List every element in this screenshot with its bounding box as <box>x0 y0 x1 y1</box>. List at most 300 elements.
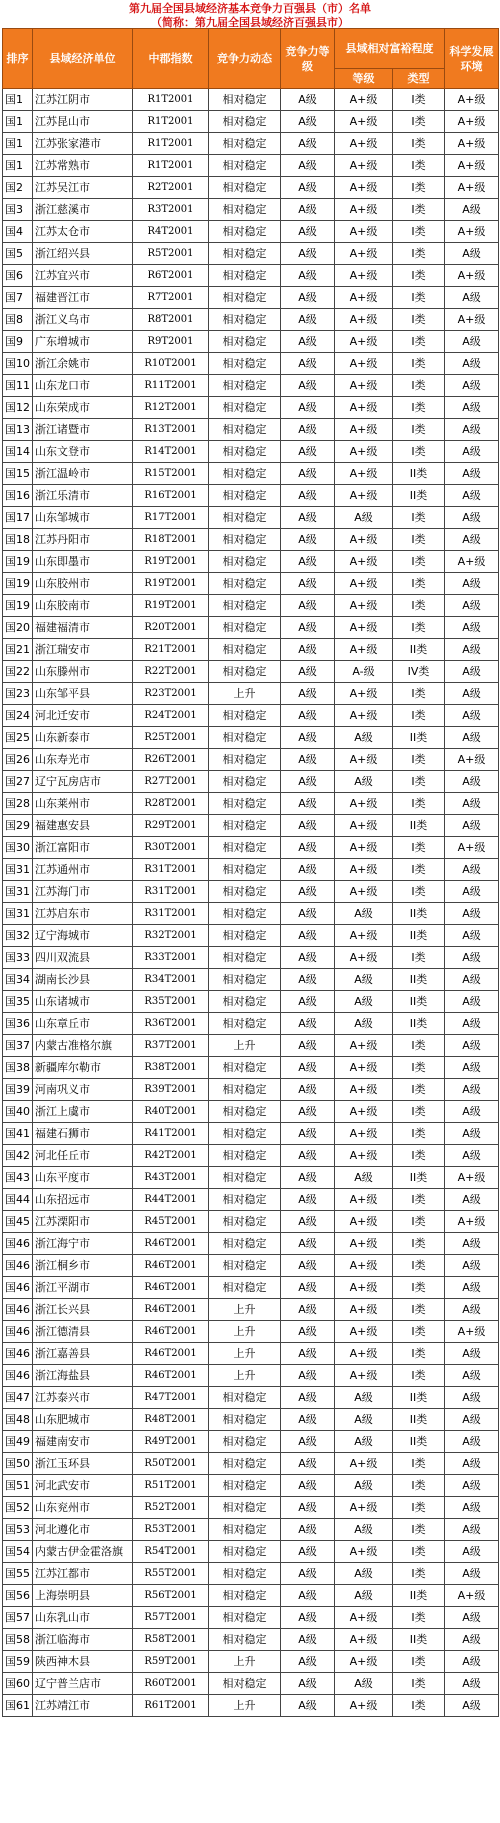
table-row <box>3 969 499 991</box>
unit-cell: 湖南长沙县 <box>33 969 133 991</box>
trend-cell: 相对稳定 <box>209 1167 281 1189</box>
index-cell: R12T2001 <box>133 397 209 419</box>
wealth-type-cell: II类 <box>393 1387 445 1409</box>
grade-cell: A级 <box>281 1497 335 1519</box>
wealth-grade-cell: A+级 <box>335 1255 393 1277</box>
unit-cell: 四川双流县 <box>33 947 133 969</box>
wealth-grade-cell: A+级 <box>335 617 393 639</box>
env-cell: A级 <box>445 1497 499 1519</box>
unit-cell: 河北任丘市 <box>33 1145 133 1167</box>
trend-cell: 相对稳定 <box>209 947 281 969</box>
rank-cell: 国45 <box>3 1211 33 1233</box>
rank-cell: 国55 <box>3 1563 33 1585</box>
grade-cell: A级 <box>281 1189 335 1211</box>
table-row <box>3 1211 499 1233</box>
env-cell: A级 <box>445 683 499 705</box>
unit-cell: 山东乳山市 <box>33 1607 133 1629</box>
index-cell: R19T2001 <box>133 595 209 617</box>
wealth-type-cell: I类 <box>393 309 445 331</box>
unit-cell: 河北遵化市 <box>33 1519 133 1541</box>
trend-cell: 相对稳定 <box>209 881 281 903</box>
unit-cell: 浙江嘉善县 <box>33 1343 133 1365</box>
unit-cell: 山东滕州市 <box>33 661 133 683</box>
env-cell: A级 <box>445 1299 499 1321</box>
env-cell: A+级 <box>445 749 499 771</box>
unit-cell: 山东邹平县 <box>33 683 133 705</box>
env-cell: A+级 <box>445 1585 499 1607</box>
env-cell: A级 <box>445 1255 499 1277</box>
wealth-type-cell: I类 <box>393 837 445 859</box>
trend-cell: 相对稳定 <box>209 133 281 155</box>
trend-cell: 相对稳定 <box>209 991 281 1013</box>
unit-cell: 浙江海宁市 <box>33 1233 133 1255</box>
rank-cell: 国1 <box>3 133 33 155</box>
wealth-type-cell: II类 <box>393 727 445 749</box>
table-row <box>3 529 499 551</box>
unit-cell: 浙江桐乡市 <box>33 1255 133 1277</box>
wealth-type-cell: I类 <box>393 1123 445 1145</box>
env-cell: A级 <box>445 1079 499 1101</box>
document-title <box>0 0 500 28</box>
wealth-type-cell: I类 <box>393 529 445 551</box>
trend-cell: 相对稳定 <box>209 1497 281 1519</box>
table-row <box>3 1497 499 1519</box>
wealth-grade-cell: A级 <box>335 991 393 1013</box>
header-rank: 排序 <box>3 29 33 89</box>
index-cell: R9T2001 <box>133 331 209 353</box>
grade-cell: A级 <box>281 1585 335 1607</box>
env-cell: A级 <box>445 1607 499 1629</box>
wealth-grade-cell: A+级 <box>335 1101 393 1123</box>
trend-cell: 相对稳定 <box>209 89 281 111</box>
index-cell: R43T2001 <box>133 1167 209 1189</box>
unit-cell: 江苏张家港市 <box>33 133 133 155</box>
grade-cell: A级 <box>281 1563 335 1585</box>
index-cell: R26T2001 <box>133 749 209 771</box>
table-row <box>3 991 499 1013</box>
trend-cell: 相对稳定 <box>209 617 281 639</box>
wealth-type-cell: I类 <box>393 1189 445 1211</box>
index-cell: R31T2001 <box>133 881 209 903</box>
wealth-grade-cell: A+级 <box>335 353 393 375</box>
table-row <box>3 947 499 969</box>
wealth-grade-cell: A+级 <box>335 881 393 903</box>
wealth-grade-cell: A+级 <box>335 947 393 969</box>
table-row <box>3 441 499 463</box>
index-cell: R19T2001 <box>133 551 209 573</box>
trend-cell: 上升 <box>209 1365 281 1387</box>
title-line-1: 第九届全国县域经济基本竞争力百强县（市）名单 <box>129 2 371 15</box>
trend-cell: 上升 <box>209 1299 281 1321</box>
trend-cell: 相对稳定 <box>209 551 281 573</box>
unit-cell: 浙江诸暨市 <box>33 419 133 441</box>
env-cell: A+级 <box>445 1211 499 1233</box>
wealth-grade-cell: A+级 <box>335 441 393 463</box>
wealth-type-cell: I类 <box>393 683 445 705</box>
trend-cell: 相对稳定 <box>209 1453 281 1475</box>
env-cell: A级 <box>445 419 499 441</box>
index-cell: R27T2001 <box>133 771 209 793</box>
env-cell: A级 <box>445 1233 499 1255</box>
grade-cell: A级 <box>281 969 335 991</box>
wealth-type-cell: II类 <box>393 485 445 507</box>
env-cell: A级 <box>445 859 499 881</box>
title-line-2: （简称：第九届全国县域经济百强县市） <box>151 16 349 29</box>
trend-cell: 相对稳定 <box>209 749 281 771</box>
wealth-grade-cell: A+级 <box>335 1211 393 1233</box>
wealth-type-cell: I类 <box>393 1673 445 1695</box>
trend-cell: 相对稳定 <box>209 441 281 463</box>
wealth-type-cell: I类 <box>393 1299 445 1321</box>
index-cell: R61T2001 <box>133 1695 209 1717</box>
env-cell: A级 <box>445 1387 499 1409</box>
wealth-grade-cell: A+级 <box>335 1541 393 1563</box>
grade-cell: A级 <box>281 287 335 309</box>
table-row <box>3 1057 499 1079</box>
index-cell: R2T2001 <box>133 177 209 199</box>
trend-cell: 上升 <box>209 1651 281 1673</box>
rank-cell: 国46 <box>3 1299 33 1321</box>
wealth-type-cell: I类 <box>393 397 445 419</box>
rank-cell: 国6 <box>3 265 33 287</box>
trend-cell: 相对稳定 <box>209 265 281 287</box>
wealth-grade-cell: A级 <box>335 903 393 925</box>
env-cell: A级 <box>445 991 499 1013</box>
table-row <box>3 155 499 177</box>
index-cell: R56T2001 <box>133 1585 209 1607</box>
env-cell: A级 <box>445 815 499 837</box>
index-cell: R35T2001 <box>133 991 209 1013</box>
wealth-grade-cell: A+级 <box>335 397 393 419</box>
ranking-table <box>2 28 499 1717</box>
env-cell: A+级 <box>445 111 499 133</box>
rank-cell: 国1 <box>3 155 33 177</box>
grade-cell: A级 <box>281 1387 335 1409</box>
rank-cell: 国30 <box>3 837 33 859</box>
trend-cell: 相对稳定 <box>209 375 281 397</box>
env-cell: A级 <box>445 771 499 793</box>
wealth-grade-cell: A+级 <box>335 1695 393 1717</box>
index-cell: R31T2001 <box>133 903 209 925</box>
rank-cell: 国1 <box>3 111 33 133</box>
rank-cell: 国32 <box>3 925 33 947</box>
table-body <box>3 89 499 1717</box>
rank-cell: 国27 <box>3 771 33 793</box>
trend-cell: 相对稳定 <box>209 331 281 353</box>
index-cell: R38T2001 <box>133 1057 209 1079</box>
trend-cell: 上升 <box>209 1321 281 1343</box>
unit-cell: 江苏昆山市 <box>33 111 133 133</box>
env-cell: A级 <box>445 331 499 353</box>
unit-cell: 浙江温岭市 <box>33 463 133 485</box>
unit-cell: 浙江长兴县 <box>33 1299 133 1321</box>
rank-cell: 国11 <box>3 375 33 397</box>
wealth-type-cell: I类 <box>393 1453 445 1475</box>
wealth-type-cell: I类 <box>393 859 445 881</box>
table-row <box>3 111 499 133</box>
unit-cell: 江苏吴江市 <box>33 177 133 199</box>
grade-cell: A级 <box>281 1211 335 1233</box>
unit-cell: 江苏泰兴市 <box>33 1387 133 1409</box>
rank-cell: 国7 <box>3 287 33 309</box>
wealth-grade-cell: A+级 <box>335 1145 393 1167</box>
grade-cell: A级 <box>281 1255 335 1277</box>
unit-cell: 山东龙口市 <box>33 375 133 397</box>
wealth-grade-cell: A+级 <box>335 1035 393 1057</box>
wealth-grade-cell: A+级 <box>335 1299 393 1321</box>
rank-cell: 国44 <box>3 1189 33 1211</box>
table-row <box>3 617 499 639</box>
rank-cell: 国23 <box>3 683 33 705</box>
wealth-type-cell: I类 <box>393 1475 445 1497</box>
table-row <box>3 485 499 507</box>
unit-cell: 山东新泰市 <box>33 727 133 749</box>
wealth-grade-cell: A+级 <box>335 309 393 331</box>
unit-cell: 辽宁海城市 <box>33 925 133 947</box>
grade-cell: A级 <box>281 441 335 463</box>
wealth-type-cell: II类 <box>393 903 445 925</box>
rank-cell: 国38 <box>3 1057 33 1079</box>
unit-cell: 山东胶南市 <box>33 595 133 617</box>
rank-cell: 国1 <box>3 89 33 111</box>
trend-cell: 相对稳定 <box>209 1409 281 1431</box>
env-cell: A级 <box>445 507 499 529</box>
rank-cell: 国14 <box>3 441 33 463</box>
table-row <box>3 881 499 903</box>
grade-cell: A级 <box>281 683 335 705</box>
table-row <box>3 1013 499 1035</box>
wealth-type-cell: I类 <box>393 111 445 133</box>
wealth-type-cell: I类 <box>393 1079 445 1101</box>
index-cell: R10T2001 <box>133 353 209 375</box>
trend-cell: 相对稳定 <box>209 1013 281 1035</box>
unit-cell: 上海崇明县 <box>33 1585 133 1607</box>
rank-cell: 国8 <box>3 309 33 331</box>
wealth-type-cell: I类 <box>393 1541 445 1563</box>
grade-cell: A级 <box>281 859 335 881</box>
wealth-grade-cell: A+级 <box>335 793 393 815</box>
unit-cell: 山东肥城市 <box>33 1409 133 1431</box>
grade-cell: A级 <box>281 1453 335 1475</box>
unit-cell: 内蒙古准格尔旗 <box>33 1035 133 1057</box>
table-row <box>3 815 499 837</box>
grade-cell: A级 <box>281 1233 335 1255</box>
table-row <box>3 397 499 419</box>
index-cell: R29T2001 <box>133 815 209 837</box>
wealth-grade-cell: A+级 <box>335 1189 393 1211</box>
env-cell: A级 <box>445 1453 499 1475</box>
rank-cell: 国47 <box>3 1387 33 1409</box>
trend-cell: 相对稳定 <box>209 815 281 837</box>
wealth-type-cell: I类 <box>393 89 445 111</box>
unit-cell: 江苏常熟市 <box>33 155 133 177</box>
grade-cell: A级 <box>281 551 335 573</box>
wealth-type-cell: I类 <box>393 1321 445 1343</box>
grade-cell: A级 <box>281 507 335 529</box>
index-cell: R4T2001 <box>133 221 209 243</box>
trend-cell: 相对稳定 <box>209 507 281 529</box>
grade-cell: A级 <box>281 485 335 507</box>
grade-cell: A级 <box>281 991 335 1013</box>
env-cell: A级 <box>445 639 499 661</box>
wealth-grade-cell: A+级 <box>335 925 393 947</box>
rank-cell: 国42 <box>3 1145 33 1167</box>
unit-cell: 浙江瑞安市 <box>33 639 133 661</box>
env-cell: A级 <box>445 1431 499 1453</box>
wealth-type-cell: I类 <box>393 551 445 573</box>
wealth-type-cell: II类 <box>393 1585 445 1607</box>
wealth-type-cell: II类 <box>393 639 445 661</box>
index-cell: R24T2001 <box>133 705 209 727</box>
rank-cell: 国46 <box>3 1255 33 1277</box>
unit-cell: 浙江义乌市 <box>33 309 133 331</box>
trend-cell: 相对稳定 <box>209 595 281 617</box>
index-cell: R60T2001 <box>133 1673 209 1695</box>
wealth-grade-cell: A+级 <box>335 1607 393 1629</box>
unit-cell: 山东章丘市 <box>33 1013 133 1035</box>
trend-cell: 上升 <box>209 1343 281 1365</box>
rank-cell: 国46 <box>3 1321 33 1343</box>
index-cell: R46T2001 <box>133 1299 209 1321</box>
grade-cell: A级 <box>281 1057 335 1079</box>
table-row <box>3 1035 499 1057</box>
rank-cell: 国43 <box>3 1167 33 1189</box>
env-cell: A级 <box>445 1145 499 1167</box>
table-row <box>3 1453 499 1475</box>
index-cell: R49T2001 <box>133 1431 209 1453</box>
trend-cell: 相对稳定 <box>209 859 281 881</box>
wealth-grade-cell: A+级 <box>335 463 393 485</box>
index-cell: R46T2001 <box>133 1365 209 1387</box>
index-cell: R46T2001 <box>133 1321 209 1343</box>
table-row <box>3 793 499 815</box>
index-cell: R28T2001 <box>133 793 209 815</box>
table-row <box>3 1563 499 1585</box>
grade-cell: A级 <box>281 397 335 419</box>
unit-cell: 辽宁瓦房店市 <box>33 771 133 793</box>
env-cell: A级 <box>445 881 499 903</box>
header-trend: 竞争力动态 <box>209 29 281 89</box>
wealth-type-cell: II类 <box>393 815 445 837</box>
grade-cell: A级 <box>281 529 335 551</box>
wealth-type-cell: II类 <box>393 969 445 991</box>
rank-cell: 国59 <box>3 1651 33 1673</box>
unit-cell: 浙江玉环县 <box>33 1453 133 1475</box>
unit-cell: 浙江余姚市 <box>33 353 133 375</box>
grade-cell: A级 <box>281 265 335 287</box>
index-cell: R46T2001 <box>133 1255 209 1277</box>
wealth-grade-cell: A+级 <box>335 573 393 595</box>
unit-cell: 江苏溧阳市 <box>33 1211 133 1233</box>
table-row <box>3 749 499 771</box>
table-row <box>3 1409 499 1431</box>
index-cell: R37T2001 <box>133 1035 209 1057</box>
trend-cell: 相对稳定 <box>209 287 281 309</box>
grade-cell: A级 <box>281 1321 335 1343</box>
wealth-grade-cell: A+级 <box>335 1453 393 1475</box>
grade-cell: A级 <box>281 881 335 903</box>
trend-cell: 相对稳定 <box>209 397 281 419</box>
wealth-type-cell: I类 <box>393 243 445 265</box>
wealth-type-cell: I类 <box>393 507 445 529</box>
unit-cell: 浙江德清县 <box>33 1321 133 1343</box>
table-row <box>3 331 499 353</box>
table-row <box>3 507 499 529</box>
table-row <box>3 265 499 287</box>
table-row <box>3 1233 499 1255</box>
grade-cell: A级 <box>281 111 335 133</box>
index-cell: R31T2001 <box>133 859 209 881</box>
wealth-type-cell: I类 <box>393 1607 445 1629</box>
table-row <box>3 353 499 375</box>
grade-cell: A级 <box>281 331 335 353</box>
wealth-type-cell: I类 <box>393 1233 445 1255</box>
rank-cell: 国17 <box>3 507 33 529</box>
env-cell: A级 <box>445 573 499 595</box>
index-cell: R46T2001 <box>133 1233 209 1255</box>
grade-cell: A级 <box>281 177 335 199</box>
grade-cell: A级 <box>281 617 335 639</box>
rank-cell: 国5 <box>3 243 33 265</box>
wealth-grade-cell: A+级 <box>335 1321 393 1343</box>
trend-cell: 相对稳定 <box>209 1519 281 1541</box>
env-cell: A+级 <box>445 837 499 859</box>
table-row <box>3 595 499 617</box>
index-cell: R1T2001 <box>133 155 209 177</box>
wealth-grade-cell: A+级 <box>335 331 393 353</box>
unit-cell: 浙江海盐县 <box>33 1365 133 1387</box>
trend-cell: 相对稳定 <box>209 903 281 925</box>
grade-cell: A级 <box>281 573 335 595</box>
grade-cell: A级 <box>281 793 335 815</box>
trend-cell: 相对稳定 <box>209 463 281 485</box>
unit-cell: 浙江上虞市 <box>33 1101 133 1123</box>
rank-cell: 国4 <box>3 221 33 243</box>
wealth-type-cell: I类 <box>393 1255 445 1277</box>
env-cell: A级 <box>445 925 499 947</box>
table-row <box>3 133 499 155</box>
unit-cell: 浙江富阳市 <box>33 837 133 859</box>
table-row <box>3 1519 499 1541</box>
wealth-grade-cell: A级 <box>335 1409 393 1431</box>
index-cell: R18T2001 <box>133 529 209 551</box>
grade-cell: A级 <box>281 1629 335 1651</box>
env-cell: A+级 <box>445 309 499 331</box>
grade-cell: A级 <box>281 1013 335 1035</box>
unit-cell: 江苏宜兴市 <box>33 265 133 287</box>
rank-cell: 国16 <box>3 485 33 507</box>
table-row <box>3 1343 499 1365</box>
unit-cell: 山东寿光市 <box>33 749 133 771</box>
env-cell: A级 <box>445 727 499 749</box>
grade-cell: A级 <box>281 1167 335 1189</box>
wealth-type-cell: I类 <box>393 265 445 287</box>
rank-cell: 国53 <box>3 1519 33 1541</box>
env-cell: A级 <box>445 1035 499 1057</box>
table-row <box>3 199 499 221</box>
table-row <box>3 1123 499 1145</box>
trend-cell: 相对稳定 <box>209 727 281 749</box>
table-row <box>3 243 499 265</box>
wealth-grade-cell: A+级 <box>335 1277 393 1299</box>
index-cell: R58T2001 <box>133 1629 209 1651</box>
trend-cell: 相对稳定 <box>209 705 281 727</box>
env-cell: A级 <box>445 397 499 419</box>
env-cell: A级 <box>445 1541 499 1563</box>
grade-cell: A级 <box>281 705 335 727</box>
header-env: 科学发展环境 <box>445 29 499 89</box>
trend-cell: 相对稳定 <box>209 309 281 331</box>
